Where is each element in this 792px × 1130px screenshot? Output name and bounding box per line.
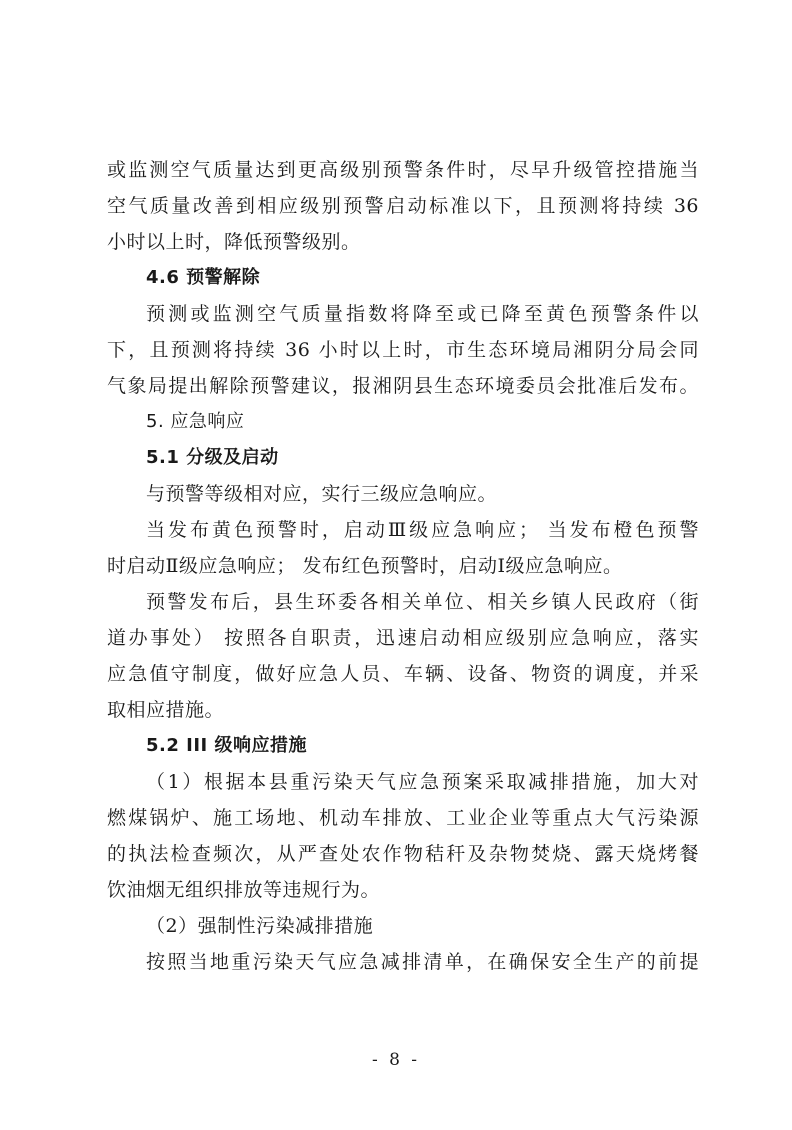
paragraph-line: 气象局提出解除预警建议，报湘阴县生态环境委员会批准后发布。 [107,375,699,397]
page-number: - 8 - [371,1050,421,1070]
paragraph-line: 小时以上时，降低预警级别。 [107,231,361,253]
paragraph-line: 按照当地重污染天气应急减排清单，在确保安全生产的前提 [146,951,699,973]
paragraph-line: 预警发布后，县生环委各相关单位、相关乡镇人民政府（街 [146,591,699,613]
paragraph-line: （2）强制性污染减排措施 [146,915,374,937]
paragraph-line: 时启动Ⅱ级应急响应； 发布红色预警时，启动Ⅰ级应急响应。 [107,555,623,577]
section-heading-4-6: 4.6 预警解除 [146,267,261,288]
paragraph-line: 道办事处） 按照各自职责，迅速启动相应级别应急响应，落实 [107,627,699,649]
paragraph-line: 空气质量改善到相应级别预警启动标准以下，且预测将持续 36 [107,195,699,217]
paragraph-line: 的执法检查频次，从严查处农作物秸秆及杂物焚烧、露天烧烤餐 [107,843,699,865]
paragraph-line: 燃煤锅炉、施工场地、机动车排放、工业企业等重点大气污染源 [107,807,699,829]
paragraph-line: 预测或监测空气质量指数将降至或已降至黄色预警条件以 [146,303,699,325]
paragraph-line: 与预警等级相对应，实行三级应急响应。 [146,483,498,505]
paragraph-line: 取相应措施。 [107,699,225,721]
paragraph-line: 饮油烟无组织排放等违规行为。 [107,879,381,901]
paragraph-line: 下，且预测将持续 36 小时以上时，市生态环境局湘阴分局会同 [107,339,699,361]
section-heading-5: 5. 应急响应 [146,411,245,432]
section-heading-5-2: 5.2 III 级响应措施 [146,735,308,756]
paragraph-line: 当发布黄色预警时，启动Ⅲ级应急响应； 当发布橙色预警 [146,519,699,541]
page-body [107,152,699,980]
paragraph-line: 或监测空气质量达到更高级别预警条件时，尽早升级管控措施当 [107,159,699,181]
paragraph-line: 应急值守制度，做好应急人员、车辆、设备、物资的调度，并采 [107,663,699,685]
section-heading-5-1: 5.1 分级及启动 [146,447,279,468]
paragraph-line: （1）根据本县重污染天气应急预案采取减排措施，加大对 [146,771,699,793]
